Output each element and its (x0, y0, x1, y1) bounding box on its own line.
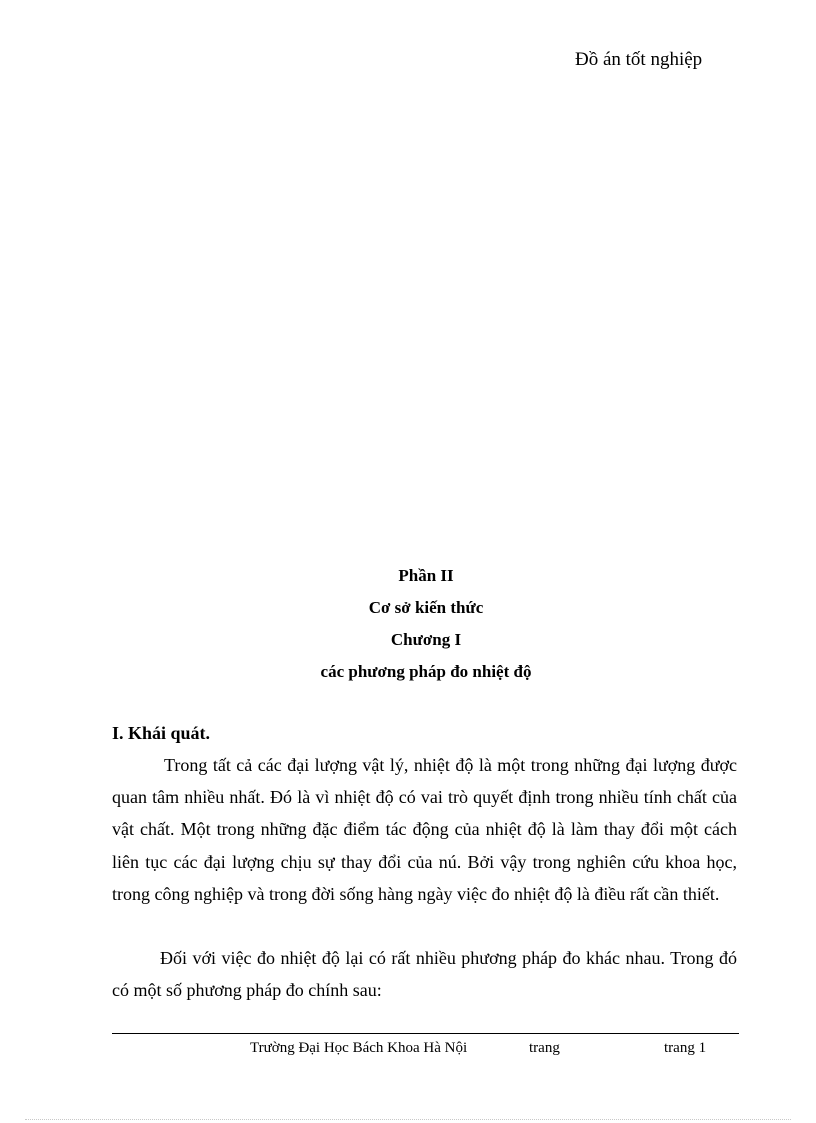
page-header: Đồ án tốt nghiệp (575, 49, 703, 70)
footer-page-number: trang 1 (664, 1040, 707, 1056)
footer-divider (112, 1033, 739, 1034)
footer-school: Trường Đại Học Bách Khoa Hà Nội (250, 1040, 468, 1056)
part-title: Phần II (398, 566, 454, 585)
paragraph-overview: Trong tất cả các đại lượng vật lý, nhiệt độ là một trong những đại lượng được quan tâm nhiều nhất. Đó là vì nhiệt độ có vai trò quyết định trong nhiều tính chất của vật chất. Một trong những đặc điểm tác động của nhiệt độ là làm thay đổi một cách liên tục các đại lượng chịu sự thay đổi của nú. Bởi vậy trong nghiên cứu khoa học, trong công nghiệp và trong đời sống hàng ngày việc đo nhiệt độ là điều rất cần thiết. (112, 755, 737, 904)
chapter-title: các phương pháp đo nhiệt độ (320, 662, 532, 681)
footer-trang-label: trang (529, 1040, 560, 1056)
section-heading: I. Khái quát. (112, 723, 211, 743)
subject-title: Cơ sở kiến thức (368, 598, 484, 617)
chapter-number: Chương I (390, 630, 462, 649)
page-bottom-border (25, 1119, 791, 1120)
paragraph-methods: Đối với việc đo nhiệt độ lại có rất nhiều phương pháp đo khác nhau. Trong đó có một số phương pháp đo chính sau: (112, 948, 737, 1001)
chapter-titles (0, 560, 816, 688)
